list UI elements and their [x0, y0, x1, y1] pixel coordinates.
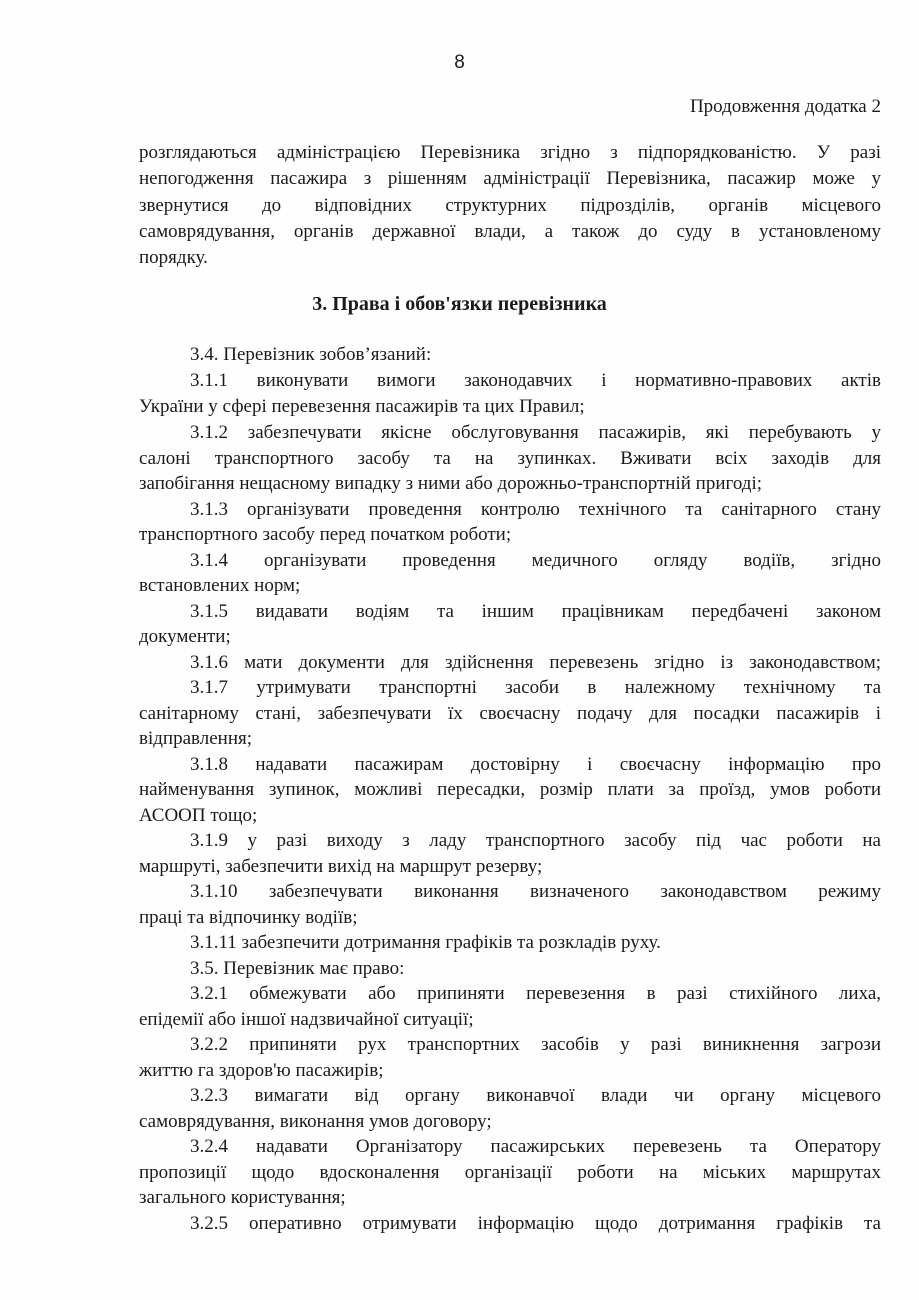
body-line: загального користування;: [139, 1187, 346, 1208]
body-line: документи;: [139, 626, 231, 647]
body-line: епідемії або іншої надзвичайної ситуації;: [139, 1009, 474, 1030]
body-line: 3.1.4 організувати проведення медичного огляду водіїв, згідно: [190, 550, 881, 571]
body-line: пропозиції щодо вдосконалення організації роботи на міських маршрутах: [139, 1162, 881, 1183]
body-line: України у сфері перевезення пасажирів та цих Правил;: [139, 396, 585, 417]
body-line: самоврядування, виконання умов договору;: [139, 1111, 492, 1132]
intro-line: звернутися до відповідних структурних підрозділів, органів місцевого: [139, 195, 881, 216]
intro-line: порядку.: [139, 247, 208, 268]
body-line: 3.2.5 оперативно отримувати інформацію щодо дотримання графіків та: [190, 1213, 881, 1234]
body-line: 3.2.3 вимагати від органу виконавчої влади чи органу місцевого: [190, 1085, 881, 1106]
body-line: 3.1.3 організувати проведення контролю технічного та санітарного стану: [190, 499, 881, 520]
body-line: встановлених норм;: [139, 575, 301, 596]
body-line: салоні транспортного засобу та на зупинках. Вживати всіх заходів для: [139, 448, 881, 469]
body-line: 3.2.4 надавати Організатору пасажирських перевезень та Оператору: [190, 1136, 881, 1157]
body-line: 3.1.5 видавати водіям та іншим працівникам передбачені законом: [190, 601, 881, 622]
body-line: 3.1.6 мати документи для здійснення перевезень згідно із законодавством;: [190, 652, 881, 673]
intro-line: самоврядування, органів державної влади, а також до суду в установленому: [139, 221, 881, 242]
body-line: 3.1.10 забезпечувати виконання визначеного законодавством режиму: [190, 881, 881, 902]
section-heading: 3. Права і обов'язки перевізника: [312, 293, 607, 315]
continuation-label: Продовження додатка 2: [689, 96, 881, 117]
body-line: 3.1.9 у разі виходу з ладу транспортного засобу під час роботи на: [190, 830, 881, 851]
body-line: санітарному стані, забезпечувати їх своєчасну подачу для посадки пасажирів і: [139, 703, 881, 724]
body-line: 3.5. Перевізник має право:: [190, 958, 405, 979]
body-line: АСООП тощо;: [139, 805, 258, 826]
body-line: 3.1.1 виконувати вимоги законодавчих і нормативно-правових актів: [190, 370, 881, 391]
body-line: життю га здоров'ю пасажирів;: [139, 1060, 384, 1081]
body-line: 3.1.8 надавати пасажирам достовірну і своєчасну інформацію про: [190, 754, 881, 775]
body-line: 3.1.11 забезпечити дотримання графіків та розкладів руху.: [190, 932, 661, 953]
body-line: маршруті, забезпечити вихід на маршрут резерву;: [139, 856, 543, 877]
body-line: праці та відпочинку водіїв;: [139, 907, 358, 928]
body-line: 3.2.1 обмежувати або припиняти перевезення в разі стихійного лиха,: [190, 983, 881, 1004]
body-line: 3.2.2 припиняти рух транспортних засобів у разі виникнення загрози: [190, 1034, 881, 1055]
intro-line: розглядаються адміністрацією Перевізника згідно з підпорядкованістю. У разі: [139, 142, 881, 163]
body-line: запобігання нещасному випадку з ними або дорожньо-транспортній пригоді;: [139, 473, 763, 494]
body-line: 3.4. Перевізник зобов’язаний:: [190, 344, 432, 365]
body-line: найменування зупинок, можливі пересадки, розмір плати за проїзд, умов роботи: [139, 779, 881, 800]
intro-line: непогодження пасажира з рішенням адміністрації Перевізника, пасажир може у: [139, 168, 881, 189]
body-line: відправлення;: [139, 728, 253, 749]
body-line: транспортного засобу перед початком роботи;: [139, 524, 512, 545]
body-line: 3.1.7 утримувати транспортні засоби в належному технічному та: [190, 677, 881, 698]
body-line: 3.1.2 забезпечувати якісне обслуговування пасажирів, які перебувають у: [190, 422, 881, 443]
page-number: 8: [454, 52, 465, 73]
